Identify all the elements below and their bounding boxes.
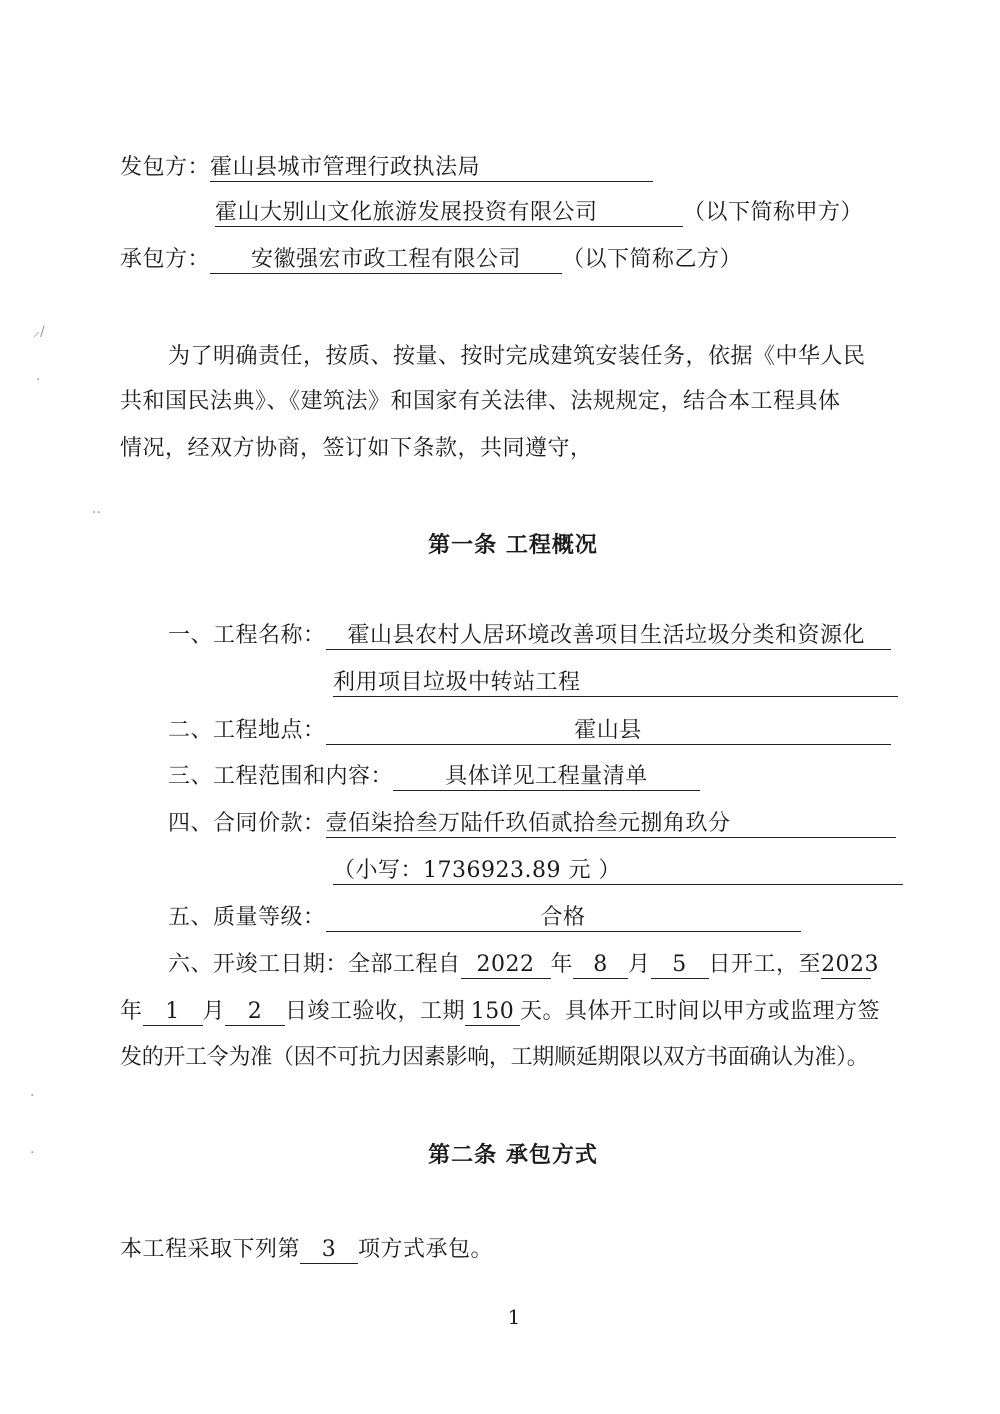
dates-line-1 (168, 950, 880, 980)
start-day-field: 5 (651, 952, 709, 979)
scan-speck: · (30, 1088, 35, 1104)
month-text-2: 月 (202, 999, 226, 1024)
scan-speck: · (36, 372, 41, 388)
contractor-note: （以下简称乙方） (562, 247, 743, 272)
dates-line-2 (120, 997, 880, 1027)
price-words-field: 壹佰柒拾叁万陆仟玖佰贰拾叁元捌角玖分 (326, 811, 896, 838)
project-name-field: 霍山县农村人居环境改善项目生活垃圾分类和资源化 (326, 623, 891, 650)
employer-line-1 (120, 153, 653, 183)
employer-2-field: 霍山大别山文化旅游发展投资有限公司 (215, 200, 683, 227)
quality-label: 五、质量等级： (168, 905, 326, 930)
article-2-heading: 第二条 承包方式 (428, 1142, 598, 1168)
project-name-line-1 (168, 621, 891, 651)
employer-note: （以下简称甲方） (683, 200, 864, 225)
year-text-2: 年 (120, 999, 143, 1024)
dates-label: 六、开竣工日期：全部工程自 (168, 952, 461, 977)
scope-field: 具体详见工程量清单 (393, 764, 700, 791)
contractor-field: 安徽强宏市政工程有限公司 (210, 247, 562, 274)
project-name-field-2: 利用项目垃圾中转站工程 (333, 670, 898, 697)
end-month-field: 1 (143, 999, 203, 1026)
price-numeric-field: （小写：1736923.89 元 ） (333, 858, 903, 885)
project-name-line-2 (333, 668, 898, 698)
contract-option-field: 3 (300, 1237, 358, 1264)
dates-line-3: 发的开工令为准（因不可抗力因素影响，工期顺延期限以双方书面确认为准）。 (120, 1045, 869, 1070)
price-numeric-line (333, 856, 903, 886)
quality-field: 合格 (326, 905, 801, 932)
contract-method-text-before: 本工程采取下列第 (120, 1237, 301, 1262)
price-line (168, 809, 896, 839)
project-name-label: 一、工程名称： (168, 623, 326, 648)
end-year-field: 2023 (821, 952, 880, 977)
contract-method-line (120, 1235, 493, 1265)
month-text-1: 月 (628, 952, 651, 977)
scope-label: 三、工程范围和内容： (168, 764, 394, 789)
preamble-line-3: 情况，经双方协商，签订如下条款，共同遵守， (120, 436, 593, 461)
price-label: 四、合同价款： (168, 811, 326, 836)
preamble-line-1: 为了明确责任，按质、按量、按时完成建筑安装任务，依据《中华人民 (168, 344, 866, 369)
contractor-label: 承包方： (120, 247, 211, 272)
employer-1-field: 霍山县城市管理行政执法局 (210, 155, 653, 182)
end-day-field: 2 (225, 999, 285, 1026)
page-number: 1 (507, 1305, 521, 1329)
location-label: 二、工程地点： (168, 718, 326, 743)
quality-line (168, 903, 801, 933)
year-text-1: 年 (550, 952, 574, 977)
employer-label: 发包方： (120, 155, 211, 180)
duration-field: 150 (465, 999, 520, 1026)
days-text: 天。具体开工时间以甲方或监理方签 (520, 999, 881, 1024)
start-text: 日开工，至 (708, 952, 822, 977)
start-year-field: 2022 (461, 952, 551, 979)
article-1-heading: 第一条 工程概况 (428, 532, 598, 558)
scan-speck: ⸝/ (33, 324, 45, 340)
scope-line (168, 762, 700, 792)
location-line (168, 716, 891, 746)
preamble-line-2: 共和国民法典》、《建筑法》和国家有关法律、法规规定，结合本工程具体 (120, 389, 841, 414)
employer-line-2 (215, 198, 863, 228)
end-text: 日竣工验收，工期 (285, 999, 466, 1024)
scan-speck: ·· (92, 505, 101, 521)
location-field: 霍山县 (326, 718, 891, 745)
scan-speck: · (30, 1145, 35, 1161)
start-month-field: 8 (573, 952, 628, 979)
contractor-line (120, 245, 742, 275)
contract-method-text-after: 项方式承包。 (358, 1237, 494, 1262)
